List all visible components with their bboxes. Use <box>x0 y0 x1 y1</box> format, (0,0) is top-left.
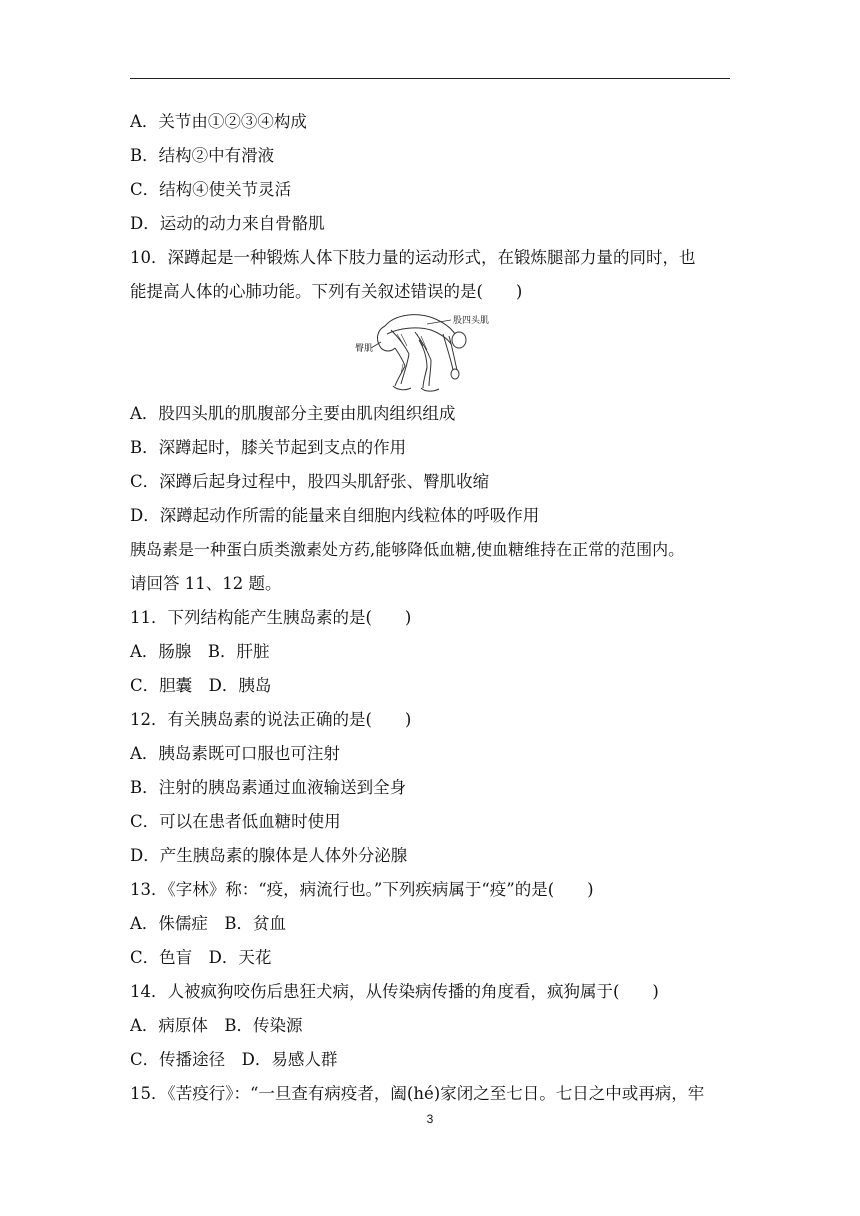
context-line1: 胰岛素是一种蛋白质类激素处方药,能够降低血糖,使血糖维持在正常的范围内。 <box>130 540 685 559</box>
q10-option-d: D．深蹲起动作所需的能量来自细胞内线粒体的呼吸作用 <box>130 506 540 525</box>
squat-figure <box>355 304 515 396</box>
page-number: 3 <box>426 1112 434 1126</box>
q12-option-a: A．胰岛素既可口服也可注射 <box>130 744 340 763</box>
q13-options-row1: A．侏儒症 B．贫血 <box>130 914 287 933</box>
context-line2: 请回答 11、12 题。 <box>130 574 282 593</box>
q10-option-c: C．深蹲后起身过程中，股四头肌舒张、臀肌收缩 <box>130 472 490 491</box>
q12-stem: 12．有关胰岛素的说法正确的是( ) <box>130 710 412 729</box>
q11-options-row2: C．胆囊 D．胰岛 <box>130 676 272 695</box>
q13-stem: 13．《字林》称：“疫，病流行也。”下列疾病属于“疫”的是( ) <box>130 880 594 899</box>
figure-label-quadriceps: 股四头肌 <box>453 315 490 325</box>
q10-option-a: A．股四头肌的肌腹部分主要由肌肉组织组成 <box>130 404 456 423</box>
header-rule <box>130 78 730 79</box>
figure-label-gluteus: 臀肌 <box>355 343 374 353</box>
q15-stem: 15．《苦疫行》：“一旦查有病疫者，阖(hé)家闭之至七日。七日之中或再病，牢 <box>130 1084 705 1103</box>
q9-option-c: C．结构④使关节灵活 <box>130 180 292 199</box>
q14-options-row2: C．传播途径 D．易感人群 <box>130 1050 338 1069</box>
q11-stem: 11．下列结构能产生胰岛素的是( ) <box>130 608 412 627</box>
q10-stem-line2: 能提高人体的心肺功能。下列有关叙述错误的是( ) <box>130 282 523 301</box>
q12-option-b: B．注射的胰岛素通过血液输送到全身 <box>130 778 407 797</box>
q9-option-d: D．运动的动力来自骨骼肌 <box>130 214 325 233</box>
q10-option-b: B．深蹲起时，膝关节起到支点的作用 <box>130 438 407 457</box>
q14-options-row1: A．病原体 B．传染源 <box>130 1016 303 1035</box>
q12-option-c: C．可以在患者低血糖时使用 <box>130 812 341 831</box>
q13-options-row2: C．色盲 D．天花 <box>130 948 272 967</box>
q11-options-row1: A．肠腺 B．肝脏 <box>130 642 270 661</box>
q9-option-a: A．关节由①②③④构成 <box>130 112 307 131</box>
q12-option-d: D．产生胰岛素的腺体是人体外分泌腺 <box>130 846 408 865</box>
q9-option-b: B．结构②中有滑液 <box>130 146 275 165</box>
q10-stem-line1: 10．深蹲起是一种锻炼人体下肢力量的运动形式，在锻炼腿部力量的同时，也 <box>130 248 696 267</box>
q14-stem: 14．人被疯狗咬伤后患狂犬病，从传染病传播的角度看，疯狗属于( ) <box>130 982 659 1001</box>
